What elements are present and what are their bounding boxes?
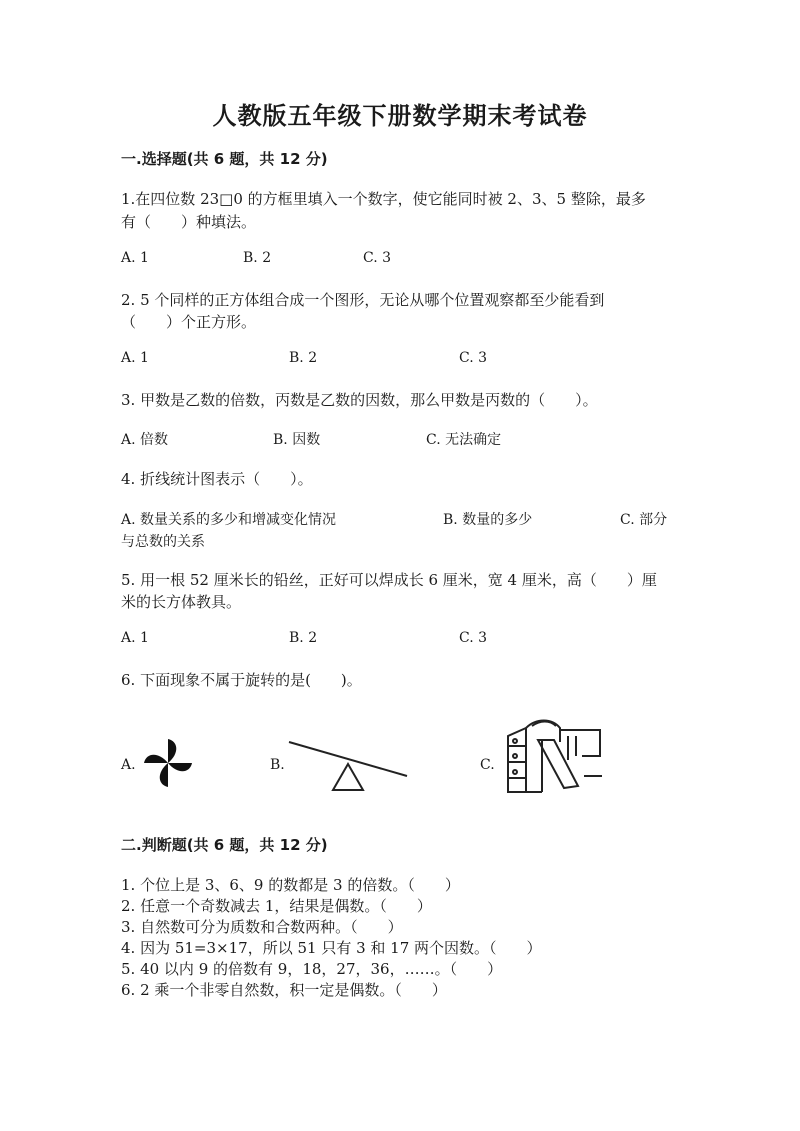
question-5-option-c: C. 3 [459, 630, 488, 646]
question-1-line-2: 有（ ）种填法。 [121, 213, 257, 231]
section-2-heading: 二.判断题(共 6 题，共 12 分) [121, 836, 328, 854]
question-4-option-c: C. 部分 [620, 512, 668, 528]
judgment-item-3: 3. 自然数可分为质数和合数两种。（ ） [121, 918, 403, 936]
section-1-heading: 一.选择题(共 6 题，共 12 分) [121, 150, 328, 168]
question-6-line-1: 6. 下面现象不属于旋转的是( )。 [121, 671, 362, 689]
question-2-line-2: （ ）个正方形。 [121, 313, 257, 331]
question-1-option-a: A. 1 [121, 250, 149, 266]
question-1-line-1: 1.在四位数 23□0 的方框里填入一个数字，使它能同时被 2、3、5 整除，最多 [121, 190, 646, 208]
question-1-option-c: C. 3 [363, 250, 392, 266]
pinwheel-icon [140, 735, 196, 791]
page-title: 人教版五年级下册数学期末考试卷 [212, 102, 588, 130]
judgment-item-1: 1. 个位上是 3、6、9 的数都是 3 的倍数。（ ） [121, 876, 460, 894]
question-2-option-a: A. 1 [121, 350, 149, 366]
judgment-item-4: 4. 因为 51=3×17，所以 51 只有 3 和 17 两个因数。（ ） [121, 939, 542, 957]
question-6-option-a: A. [121, 757, 136, 773]
question-6-option-b: B. [270, 757, 285, 773]
judgment-item-2: 2. 任意一个奇数减去 1，结果是偶数。（ ） [121, 897, 432, 915]
seesaw-icon [287, 738, 411, 794]
question-3-option-a: A. 倍数 [121, 432, 169, 448]
question-3-option-c: C. 无法确定 [426, 432, 502, 448]
playground-slide-icon [502, 716, 606, 796]
question-5-option-b: B. 2 [289, 630, 318, 646]
question-5-line-1: 5. 用一根 52 厘米长的铅丝，正好可以焊成长 6 厘米，宽 4 厘米，高（ ）厘 [121, 571, 657, 589]
question-2-option-c: C. 3 [459, 350, 488, 366]
question-3-option-b: B. 因数 [273, 432, 321, 448]
question-2-option-b: B. 2 [289, 350, 318, 366]
question-4-option-a: A. 数量关系的多少和增减变化情况 [121, 512, 337, 528]
judgment-item-5: 5. 40 以内 9 的倍数有 9，18，27，36，……。（ ） [121, 960, 503, 978]
question-5-option-a: A. 1 [121, 630, 149, 646]
question-4-option-c-continued: 与总数的关系 [121, 534, 205, 550]
question-4-line-1: 4. 折线统计图表示（ ）。 [121, 470, 313, 488]
question-5-line-2: 米的长方体教具。 [121, 593, 242, 611]
question-2-line-1: 2. 5 个同样的正方体组合成一个图形，无论从哪个位置观察都至少能看到 [121, 291, 605, 309]
question-6-option-c: C. [480, 757, 495, 773]
question-1-option-b: B. 2 [243, 250, 272, 266]
question-3-line-1: 3. 甲数是乙数的倍数，丙数是乙数的因数，那么甲数是丙数的（ ）。 [121, 391, 598, 409]
judgment-item-6: 6. 2 乘一个非零自然数，积一定是偶数。（ ） [121, 981, 447, 999]
question-4-option-b: B. 数量的多少 [443, 512, 533, 528]
